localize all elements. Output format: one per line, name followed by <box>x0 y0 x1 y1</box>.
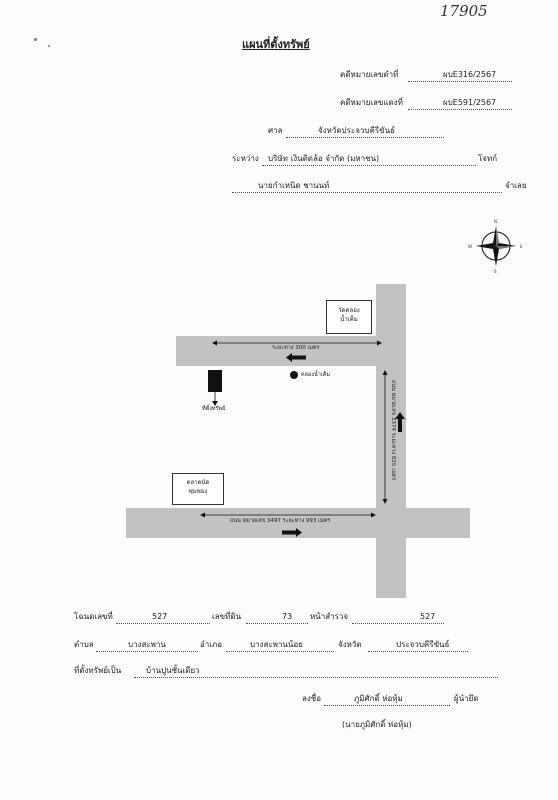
compass-e: E <box>520 244 523 249</box>
deed-value: 527 <box>152 612 168 621</box>
survey-label: หน้าสำรวจ <box>310 612 349 621</box>
province-value: ประจวบคีรีขันธ์ <box>396 640 450 649</box>
plaintiff-label: โจทก์ <box>478 154 498 163</box>
property-marker-icon <box>208 370 222 392</box>
property-label: ที่ตั้งทรัพย์ <box>202 406 226 412</box>
handwritten-number: 17905 <box>440 2 488 20</box>
land-no-value: 73 <box>282 612 293 621</box>
sign-label: ลงชื่อ <box>302 694 322 703</box>
red-case-value: ผบE591/2567 <box>443 98 497 107</box>
red-case-label: คดีหมายเลขแดงที่ <box>340 98 403 107</box>
arrow-left-icon <box>286 353 306 362</box>
black-case-value: ผบE316/2567 <box>443 70 497 79</box>
canal-label: คลองน้ำเค็ม <box>301 372 331 378</box>
location-label: ที่ตั้งทรัพย์เป็น <box>74 666 122 675</box>
defendant-label: จำเลย <box>505 181 527 190</box>
page-title: แผนที่ตั้งทรัพย์ <box>242 38 310 51</box>
temple-label-2: น้ำเค็ม <box>340 316 358 323</box>
survey-value: 527 <box>420 612 436 621</box>
subdistrict-label: ตำบล <box>74 640 94 649</box>
court-label: ศาล <box>268 126 283 135</box>
location-value: บ้านปูนชั้นเดียว <box>146 666 200 675</box>
road-3374-label: ถนน หมายเลข 3374 ระยะทาง 825 เมตร <box>390 380 396 481</box>
province-label: จังหวัด <box>338 640 362 649</box>
road-3497-label: ถนน หมายเลข 3497 ระยะทาง 993 เมตร <box>230 518 331 524</box>
between-label: ระหว่าง <box>232 154 259 163</box>
market-box <box>172 473 224 505</box>
compass-w: W <box>468 244 472 249</box>
district-value: บางสะพานน้อย <box>250 640 303 649</box>
land-no-label: เลขที่ดิน <box>212 612 242 621</box>
temple-label-1: วัดคลอง <box>338 307 360 314</box>
compass-n: N <box>494 219 497 224</box>
property-pointer-icon <box>211 392 219 406</box>
compass-s: S <box>494 269 497 274</box>
printed-name: (นายภูมิศักดิ์ ห่อหุ้ม) <box>342 720 412 729</box>
sign-value: ภูมิศักดิ์ ห่อหุ้ม <box>354 694 403 703</box>
market-label-1: ตลาดนัด <box>186 479 210 486</box>
canal-dot-icon <box>290 371 298 379</box>
subdistrict-value: บางสะพาน <box>128 640 166 649</box>
deed-label: โฉนดเลขที่ <box>74 612 113 621</box>
market-label-2: พุ่มพอง <box>188 488 208 495</box>
distance-arrow-825 <box>381 370 389 504</box>
plaintiff-value: บริษัท เงินติดล้อ จำกัด (มหาชน) <box>268 154 380 163</box>
arrow-up-icon <box>395 412 405 432</box>
black-case-label: คดีหมายเลขดำที่ <box>340 70 399 79</box>
land-no-line <box>246 613 308 624</box>
scan-speck <box>34 38 37 41</box>
court-value: จังหวัดประจวบคีรีขันธ์ <box>318 126 395 135</box>
defendant-value: นายกำเหนิด ชานนท์ <box>258 181 330 190</box>
distance-300-label: ระยะทาง 300 เมตร <box>272 345 320 351</box>
arrow-right-icon <box>282 528 302 537</box>
sign-role-label: ผู้นำยึด <box>454 694 479 703</box>
district-label: อำเภอ <box>200 640 223 649</box>
temple-box <box>326 300 372 334</box>
scan-speck <box>48 45 50 47</box>
compass-rose-icon <box>468 218 524 274</box>
